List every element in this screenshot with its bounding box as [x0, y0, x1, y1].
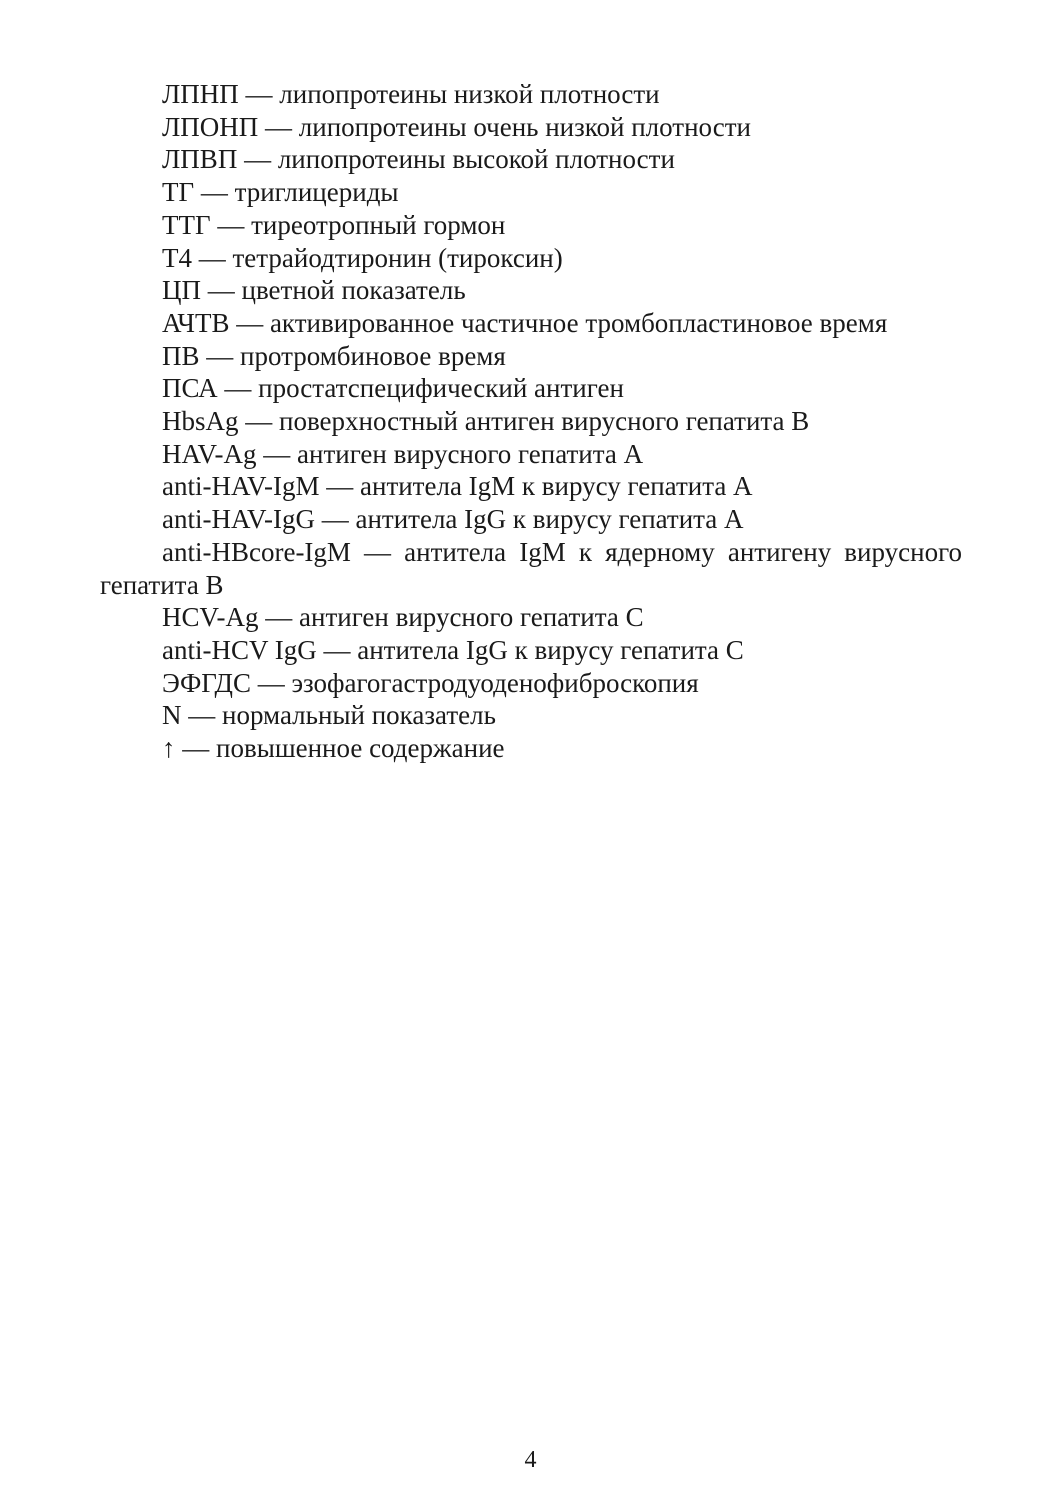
abbreviation-line: ПСА — простатспецифический антиген — [162, 373, 624, 404]
abbreviation-line: ЦП — цветной показатель — [162, 275, 466, 306]
abbreviation-line: ↑ — повышенное содержание — [162, 733, 505, 764]
abbreviation-line: ЛПНП — липопротеины низкой плотности — [162, 79, 660, 109]
abbreviation-line: ЭФГДС — эзофагогастродуоденофиброскопия — [162, 667, 699, 698]
abbreviation-line: N — нормальный показатель — [162, 700, 496, 731]
abbreviation-line: HAV-Ag — антиген вирусного гепатита А — [162, 438, 644, 469]
abbreviation-line: anti-HBcore-IgM — антитела IgM к ядерному антигену вирусного гепатита В — [100, 536, 962, 600]
abbreviation-line: HCV-Ag — антиген вирусного гепатита С — [162, 602, 644, 633]
abbreviation-line: anti-HAV-IgM — антитела IgM к вирусу гепатита А — [162, 471, 753, 502]
abbreviation-line: ЛПВП — липопротеины высокой плотности — [162, 144, 675, 175]
abbreviation-line: ТГ — триглицериды — [162, 177, 399, 208]
abbreviation-line: Т4 — тетрайодтиронин (тироксин) — [162, 242, 563, 273]
abbreviation-line: anti-HAV-IgG — антитела IgG к вирусу гепатита А — [162, 504, 744, 535]
abbreviation-list — [100, 78, 962, 765]
abbreviation-line: ЛПОНП — липопротеины очень низкой плотности — [162, 111, 751, 142]
abbreviation-line: ТТГ — тиреотропный гормон — [162, 209, 506, 240]
abbreviation-line: HbsAg — поверхностный антиген вирусного гепатита В — [162, 406, 810, 437]
abbreviation-line: anti-HCV IgG — антитела IgG к вирусу гепатита С — [162, 634, 744, 665]
abbreviation-line: АЧТВ — активированное частичное тромбопластиновое время — [162, 307, 888, 338]
page-number: 4 — [524, 1447, 537, 1473]
abbreviation-line: ПВ — протромбиновое время — [162, 340, 506, 371]
